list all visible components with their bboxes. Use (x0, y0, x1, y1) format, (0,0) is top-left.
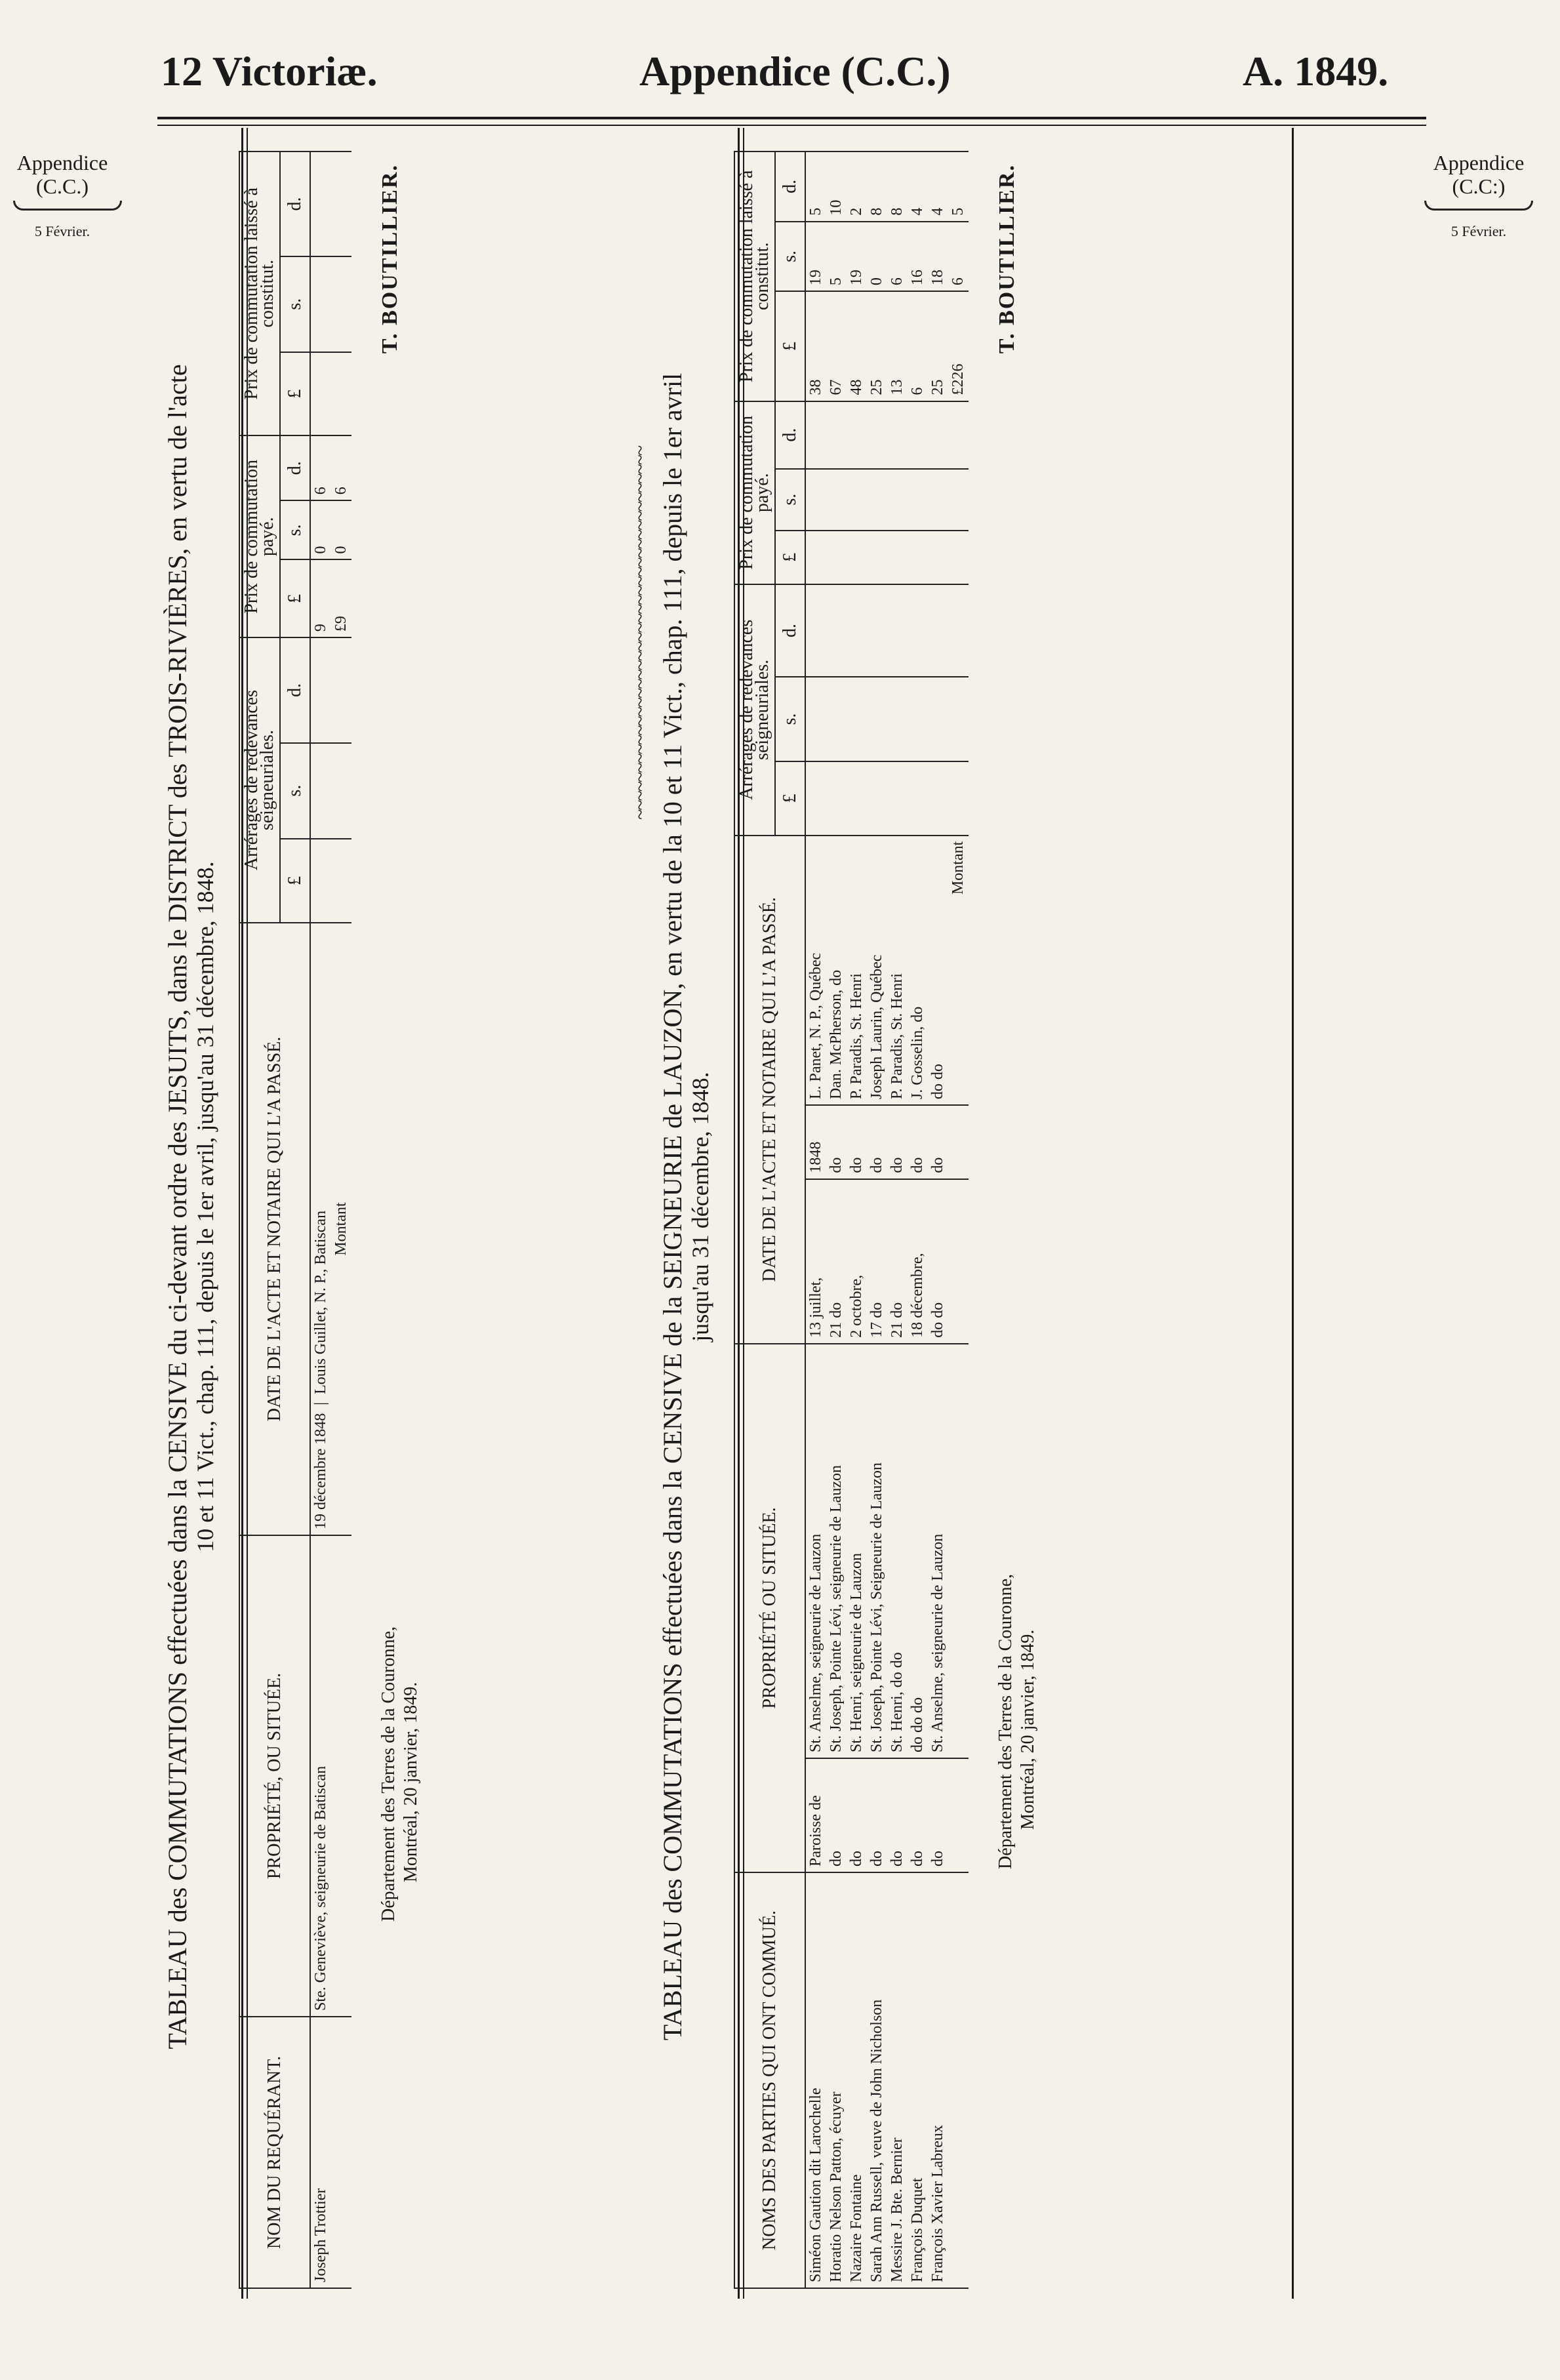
table-row (928, 151, 948, 2288)
table2-col-left: Prix de commutation laissé à constitut. (734, 151, 775, 401)
cell-property: St. Joseph, Pointe Lévi, seigneurie de Lauzon (826, 1344, 847, 1758)
lsd-shillings: s. (775, 469, 805, 531)
cell-left-d: 4 (908, 151, 928, 222)
cell-date: 21 do (826, 1179, 847, 1344)
table1-col-name: NOM DU REQUÉRANT. (239, 2017, 310, 2288)
dept-line1: Département des Terres de la Couronne, (378, 1626, 399, 1922)
table1-col-property: PROPRIÉTÉ, OU SITUÉE. (239, 1535, 310, 2017)
cell-left-l: 38 (805, 291, 826, 401)
lsd-shillings: s. (775, 222, 805, 292)
lsd-pence: d. (280, 435, 310, 500)
cell-paid-l: 9 (310, 559, 331, 637)
cell-property-prefix: Paroisse de (805, 1758, 826, 1872)
lsd-shillings: s. (280, 256, 310, 352)
cell-name: François Xavier Labreux (928, 1872, 948, 2288)
cell-name: Horatio Nelson Patton, écuyer (826, 1872, 847, 2288)
header-rule-top (157, 117, 1426, 119)
cell-notary: Dan. McPherson, do (826, 836, 847, 1105)
lsd-shillings: s. (280, 500, 310, 559)
cell-date: 17 do (867, 1179, 887, 1344)
cell-date: 21 do (887, 1179, 908, 1344)
cell-property-prefix: do (826, 1758, 847, 1872)
dept-line2: Montréal, 20 janvier, 1849. (401, 1682, 421, 1882)
cell-left-s: 18 (928, 222, 948, 292)
margin-date: 5 Février. (34, 223, 90, 239)
cell-name: Siméon Gaution dit Larochelle (805, 1872, 826, 2288)
cell-notary: Joseph Laurin, Québec (867, 836, 887, 1105)
cell-left-d: 10 (826, 151, 847, 222)
cell-left-d: 8 (887, 151, 908, 222)
margin-title: Appendice (16, 151, 108, 174)
separator-squiggle-icon: ~~~~~~~~~~~~~~~~~~~~~~~~~~~~~~~~~~~~~~~~ (630, 446, 651, 820)
cell-property: St. Joseph, Pointe Lévi, Seigneurie de Lauzon (867, 1344, 887, 1758)
cell-year: do (928, 1105, 948, 1179)
margin-code: (C.C.) (36, 174, 89, 198)
cell-notary: do do (928, 836, 948, 1105)
frame-line (1292, 128, 1294, 2299)
lsd-pounds: £ (775, 531, 805, 584)
total-paid-s: 0 (331, 500, 351, 559)
cell-date: 13 juillet, (805, 1179, 826, 1344)
cell-year: do (847, 1105, 867, 1179)
table2-col-date: DATE DE L'ACTE ET NOTAIRE QUI L'A PASSÉ. (734, 836, 805, 1344)
cell-left-s: 6 (887, 222, 908, 292)
table1-title (164, 125, 219, 2289)
cell-left-s: 19 (847, 222, 867, 292)
cell-property: Ste. Geneviève, seigneurie de Batiscan (310, 1535, 331, 2017)
total-label: Montant (948, 836, 969, 1105)
table2-col-paid: Prix de commutation payé. (734, 401, 775, 584)
cell-property-prefix: do (928, 1758, 948, 1872)
cell-name: Nazaire Fontaine (847, 1872, 867, 2288)
table-row (887, 151, 908, 2288)
cell-paid-s: 0 (310, 500, 331, 559)
lsd-pounds: £ (775, 761, 805, 836)
lsd-pounds: £ (280, 559, 310, 637)
cell-year: do (867, 1105, 887, 1179)
cell-left-d: 8 (867, 151, 887, 222)
cell-date-text: 19 décembre 1848 (312, 1413, 329, 1529)
cell-left-s: 0 (867, 222, 887, 292)
cell-notary: Louis Guillet, N. P., Batiscan (312, 1210, 329, 1394)
lsd-shillings: s. (280, 743, 310, 839)
table2-title-line1: TABLEAU des COMMUTATIONS effectuées dans la CENSIVE de la SEIGNEURIE de LAUZON, en vertu de la 10 et 11 Vict., chap. 111, depuis le 1er avril (658, 373, 687, 2041)
cell-name: Joseph Trottier (310, 2017, 331, 2288)
cell-name: Messire J. Bte. Bernier (887, 1872, 908, 2288)
lsd-pounds: £ (775, 291, 805, 401)
table-row (310, 151, 331, 2288)
cell-property-prefix: do (887, 1758, 908, 1872)
cell-left-d: 5 (805, 151, 826, 222)
cell-left-s: 16 (908, 222, 928, 292)
table1-col-paid: Prix de commutation payé. (239, 435, 280, 637)
table2-col-property: PROPRIÉTÉ OU SITUÉE. (734, 1344, 805, 1872)
cell-property-prefix: do (908, 1758, 928, 1872)
cell-property-prefix: do (847, 1758, 867, 1872)
cell-date: 18 décembre, (908, 1179, 928, 1344)
table2-col-name: NOMS DES PARTIES QUI ONT COMMUÉ. (734, 1872, 805, 2288)
cell-date: do do (928, 1179, 948, 1344)
cell-year: do (908, 1105, 928, 1179)
margin-code: (C.C:) (1452, 174, 1506, 198)
table2-title-line2: jusqu'au 31 décembre, 1848. (687, 1072, 713, 1342)
table1-col-left: Prix de commutation laissé à constitut. (239, 151, 280, 435)
cell-property: St. Henri, do do (887, 1344, 908, 1758)
brace-icon (1424, 201, 1533, 211)
cell-left-l: 6 (908, 291, 928, 401)
cell-name: François Duquet (908, 1872, 928, 2288)
total-left-l: £226 (948, 291, 969, 401)
cell-paid-d: 6 (310, 435, 331, 500)
lsd-pence: d. (280, 637, 310, 742)
cell-left-d: 4 (928, 151, 948, 222)
cell-year: do (826, 1105, 847, 1179)
lsd-pence: d. (280, 151, 310, 256)
table1-title-line2: 10 et 11 Vict., chap. 111, depuis le 1er avril, jusqu'au 31 décembre, 1848. (192, 861, 218, 1552)
lsd-pence: d. (775, 151, 805, 222)
cell-property: St. Henri, seigneurie de Lauzon (847, 1344, 867, 1758)
cell-left-l: 25 (867, 291, 887, 401)
header-left: 12 Victoriæ. (161, 48, 378, 94)
cell-property-prefix: do (867, 1758, 887, 1872)
table-row (908, 151, 928, 2288)
cell-left-s: 19 (805, 222, 826, 292)
lsd-shillings: s. (775, 677, 805, 761)
table-row (847, 151, 867, 2288)
cell-date: 2 octobre, (847, 1179, 867, 1344)
cell-notary: J. Gosselin, do (908, 836, 928, 1105)
lsd-pounds: £ (280, 839, 310, 923)
table1-department (378, 1626, 422, 1922)
table1-col-arrears: Arrérages de redevances seigneuriales. (239, 637, 280, 923)
table2-col-arrears: Arrérages de redevances seigneuriales. (734, 584, 775, 836)
header-right: A. 1849. (1243, 48, 1389, 94)
cell-notary: P. Paradis, St. Henri (847, 836, 867, 1105)
cell-property: St. Anselme, seigneurie de Lauzon (928, 1344, 948, 1758)
cell-left-s: 5 (826, 222, 847, 292)
lsd-pounds: £ (280, 352, 310, 436)
dept-line2: Montréal, 20 janvier, 1849. (1018, 1629, 1038, 1830)
margin-title: Appendice (1433, 151, 1525, 174)
total-paid-l: £9 (331, 559, 351, 637)
header-center: Appendice (C.C.) (639, 48, 951, 94)
table-row (805, 151, 826, 2288)
lsd-pence: d. (775, 401, 805, 469)
cell-left-l: 48 (847, 291, 867, 401)
table2-department (995, 1574, 1039, 1869)
cell-date: 19 décembre 1848 | Louis Guillet, N. P., Batiscan (310, 923, 331, 1535)
cell-property: St. Anselme, seigneurie de Lauzon (805, 1344, 826, 1758)
table2-block (659, 125, 1289, 2289)
table-row (826, 151, 847, 2288)
table1-col-date: DATE DE L'ACTE ET NOTAIRE QUI L'A PASSÉ. (239, 923, 310, 1535)
cell-name: Sarah Ann Russell, veuve de John Nicholson (867, 1872, 887, 2288)
total-paid-d: 6 (331, 435, 351, 500)
table1-signature: T. BOUTILLIER. (378, 164, 402, 354)
table2-signature: T. BOUTILLIER. (995, 164, 1019, 354)
cell-left-d: 2 (847, 151, 867, 222)
cell-year: 1848 (805, 1105, 826, 1179)
total-left-s: 6 (948, 222, 969, 292)
cell-left-l: 67 (826, 291, 847, 401)
table1 (239, 151, 351, 2289)
cell-year: do (887, 1105, 908, 1179)
cell-notary: P. Paradis, St. Henri (887, 836, 908, 1105)
cell-left-l: 13 (887, 291, 908, 401)
table2-title (659, 125, 714, 2289)
cell-property: do do do (908, 1344, 928, 1758)
total-row (331, 151, 351, 2288)
lsd-pence: d. (775, 584, 805, 677)
margin-date: 5 Février. (1450, 223, 1507, 239)
margin-note-left (13, 151, 111, 243)
cell-left-l: 25 (928, 291, 948, 401)
brace-icon (13, 201, 122, 211)
margin-note-right (1413, 151, 1544, 243)
table2 (734, 151, 969, 2289)
total-row (948, 151, 969, 2288)
total-left-d: 5 (948, 151, 969, 222)
dept-line1: Département des Terres de la Couronne, (995, 1573, 1016, 1869)
cell-notary: L. Panet, N. P., Québec (805, 836, 826, 1105)
table-row (867, 151, 887, 2288)
table1-title-line1: TABLEAU des COMMUTATIONS effectuées dans la CENSIVE du ci-devant ordre des JESUITS, dans le DISTRICT des TROIS-RIVIÈRES, en vertu de l'acte (163, 364, 192, 2049)
total-label: Montant (331, 923, 351, 1535)
